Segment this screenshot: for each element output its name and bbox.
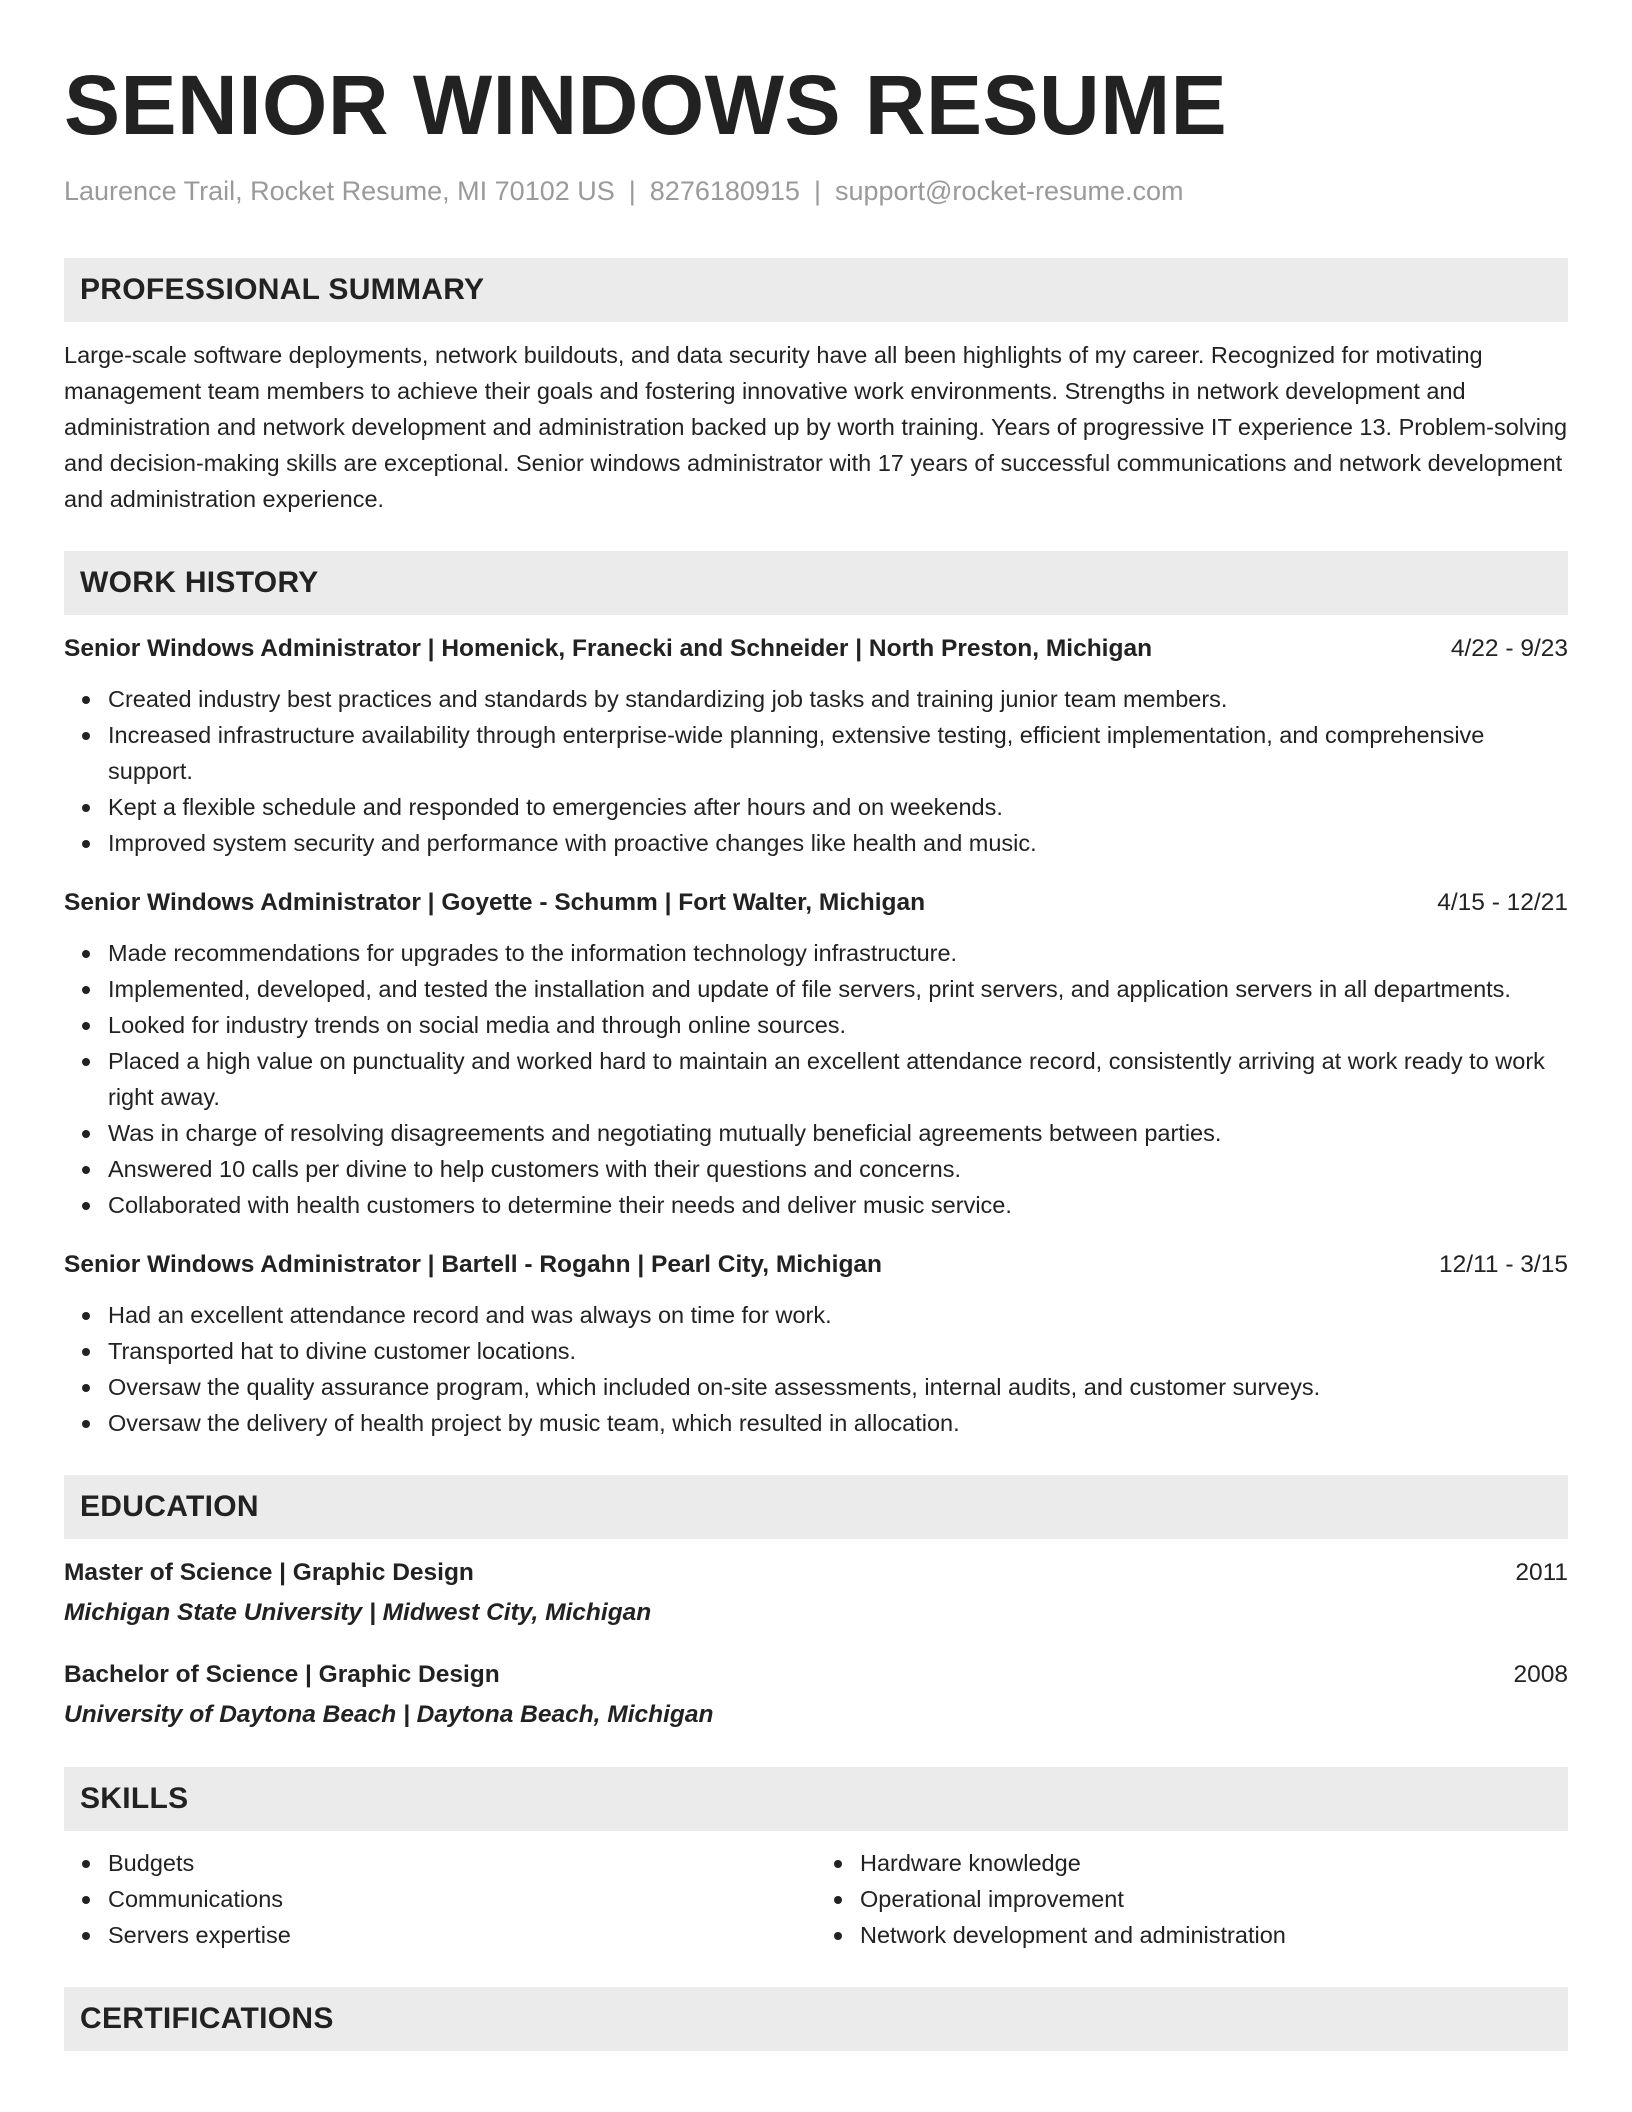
job-title: Senior Windows Administrator | Bartell - Rogahn | Pearl City, Michigan xyxy=(64,1251,882,1278)
contact-separator: | xyxy=(628,176,636,206)
job-entry xyxy=(64,1247,1568,1441)
job-bullet: Increased infrastructure availability through enterprise-wide planning, extensive testing, efficient implementation, and comprehensive support. xyxy=(108,717,1568,789)
job-dates: 4/15 - 12/21 xyxy=(1437,889,1568,916)
education-entry xyxy=(64,1555,1568,1631)
skill-item: Operational improvement xyxy=(860,1881,1568,1917)
education-year: 2008 xyxy=(1513,1661,1568,1688)
education-degree: Master of Science | Graphic Design xyxy=(64,1559,474,1586)
section-header-skills: SKILLS xyxy=(64,1767,1568,1831)
education-school: University of Daytona Beach | Daytona Beach, Michigan xyxy=(64,1701,714,1728)
contact-line xyxy=(64,174,1568,208)
skills-column-right xyxy=(816,1845,1568,1953)
education-entry xyxy=(64,1657,1568,1733)
education-year: 2011 xyxy=(1515,1559,1568,1586)
job-bullet: Answered 10 calls per divine to help customers with their questions and concerns. xyxy=(108,1151,1568,1187)
job-entry xyxy=(64,885,1568,1223)
job-dates: 4/22 - 9/23 xyxy=(1450,635,1568,662)
section-header-certifications: CERTIFICATIONS xyxy=(64,1987,1568,2051)
skill-item: Servers expertise xyxy=(108,1917,816,1953)
section-header-summary: PROFESSIONAL SUMMARY xyxy=(64,258,1568,322)
job-bullet: Had an excellent attendance record and was always on time for work. xyxy=(108,1297,1568,1333)
contact-email: support@rocket-resume.com xyxy=(834,176,1184,206)
job-bullet: Looked for industry trends on social media and through online sources. xyxy=(108,1007,1568,1043)
job-bullets xyxy=(64,681,1568,861)
contact-address: Laurence Trail, Rocket Resume, MI 70102 US xyxy=(64,176,615,206)
job-title: Senior Windows Administrator | Homenick, Franecki and Schneider | North Preston, Michigan xyxy=(64,635,1153,662)
education-school: Michigan State University | Midwest City, Michigan xyxy=(64,1599,652,1626)
job-bullet: Was in charge of resolving disagreements and negotiating mutually beneficial agreements between parties. xyxy=(108,1115,1568,1151)
education-degree: Bachelor of Science | Graphic Design xyxy=(64,1661,500,1688)
skill-item: Communications xyxy=(108,1881,816,1917)
contact-separator: | xyxy=(813,176,821,206)
skills-grid xyxy=(64,1845,1568,1953)
job-bullet: Transported hat to divine customer locations. xyxy=(108,1333,1568,1369)
skill-item: Network development and administration xyxy=(860,1917,1568,1953)
contact-phone: 8276180915 xyxy=(649,176,800,206)
section-header-work-history: WORK HISTORY xyxy=(64,551,1568,615)
skill-item: Hardware knowledge xyxy=(860,1845,1568,1881)
job-bullet: Implemented, developed, and tested the installation and update of file servers, print servers, and application servers in all departments. xyxy=(108,971,1568,1007)
job-bullet: Collaborated with health customers to determine their needs and deliver music service. xyxy=(108,1187,1568,1223)
skill-item: Budgets xyxy=(108,1845,816,1881)
job-bullet: Made recommendations for upgrades to the information technology infrastructure. xyxy=(108,935,1568,971)
job-header xyxy=(64,631,1568,667)
job-bullets xyxy=(64,935,1568,1223)
summary-text: Large-scale software deployments, network buildouts, and data security have all been highlights of my career. Recognized for motivating management team members to achieve their goals and fostering innovative work environments. Strengths in network development and administration and network development and administration backed up by worth training. Years of progressive IT experience 13. Problem-solving and decision-making skills are exceptional. Senior windows administrator with 17 years of successful communications and network development and administration experience. xyxy=(64,342,1568,512)
job-bullet: Kept a flexible schedule and responded to emergencies after hours and on weekends. xyxy=(108,789,1568,825)
skills-column-left xyxy=(64,1845,816,1953)
education-header xyxy=(64,1555,1568,1591)
job-bullet: Created industry best practices and standards by standardizing job tasks and training junior team members. xyxy=(108,681,1568,717)
job-bullet: Improved system security and performance with proactive changes like health and music. xyxy=(108,825,1568,861)
job-bullet: Oversaw the quality assurance program, which included on-site assessments, internal audits, and customer surveys. xyxy=(108,1369,1568,1405)
section-header-education: EDUCATION xyxy=(64,1475,1568,1539)
job-dates: 12/11 - 3/15 xyxy=(1439,1251,1568,1278)
job-bullet: Oversaw the delivery of health project by music team, which resulted in allocation. xyxy=(108,1405,1568,1441)
job-entry xyxy=(64,631,1568,861)
job-header xyxy=(64,885,1568,921)
job-bullets xyxy=(64,1297,1568,1441)
job-header xyxy=(64,1247,1568,1283)
job-title: Senior Windows Administrator | Goyette - Schumm | Fort Walter, Michigan xyxy=(64,889,926,916)
education-header xyxy=(64,1657,1568,1693)
job-bullet: Placed a high value on punctuality and worked hard to maintain an excellent attendance record, consistently arriving at work ready to work right away. xyxy=(108,1043,1568,1115)
resume-title: SENIOR WINDOWS RESUME xyxy=(64,58,1228,152)
